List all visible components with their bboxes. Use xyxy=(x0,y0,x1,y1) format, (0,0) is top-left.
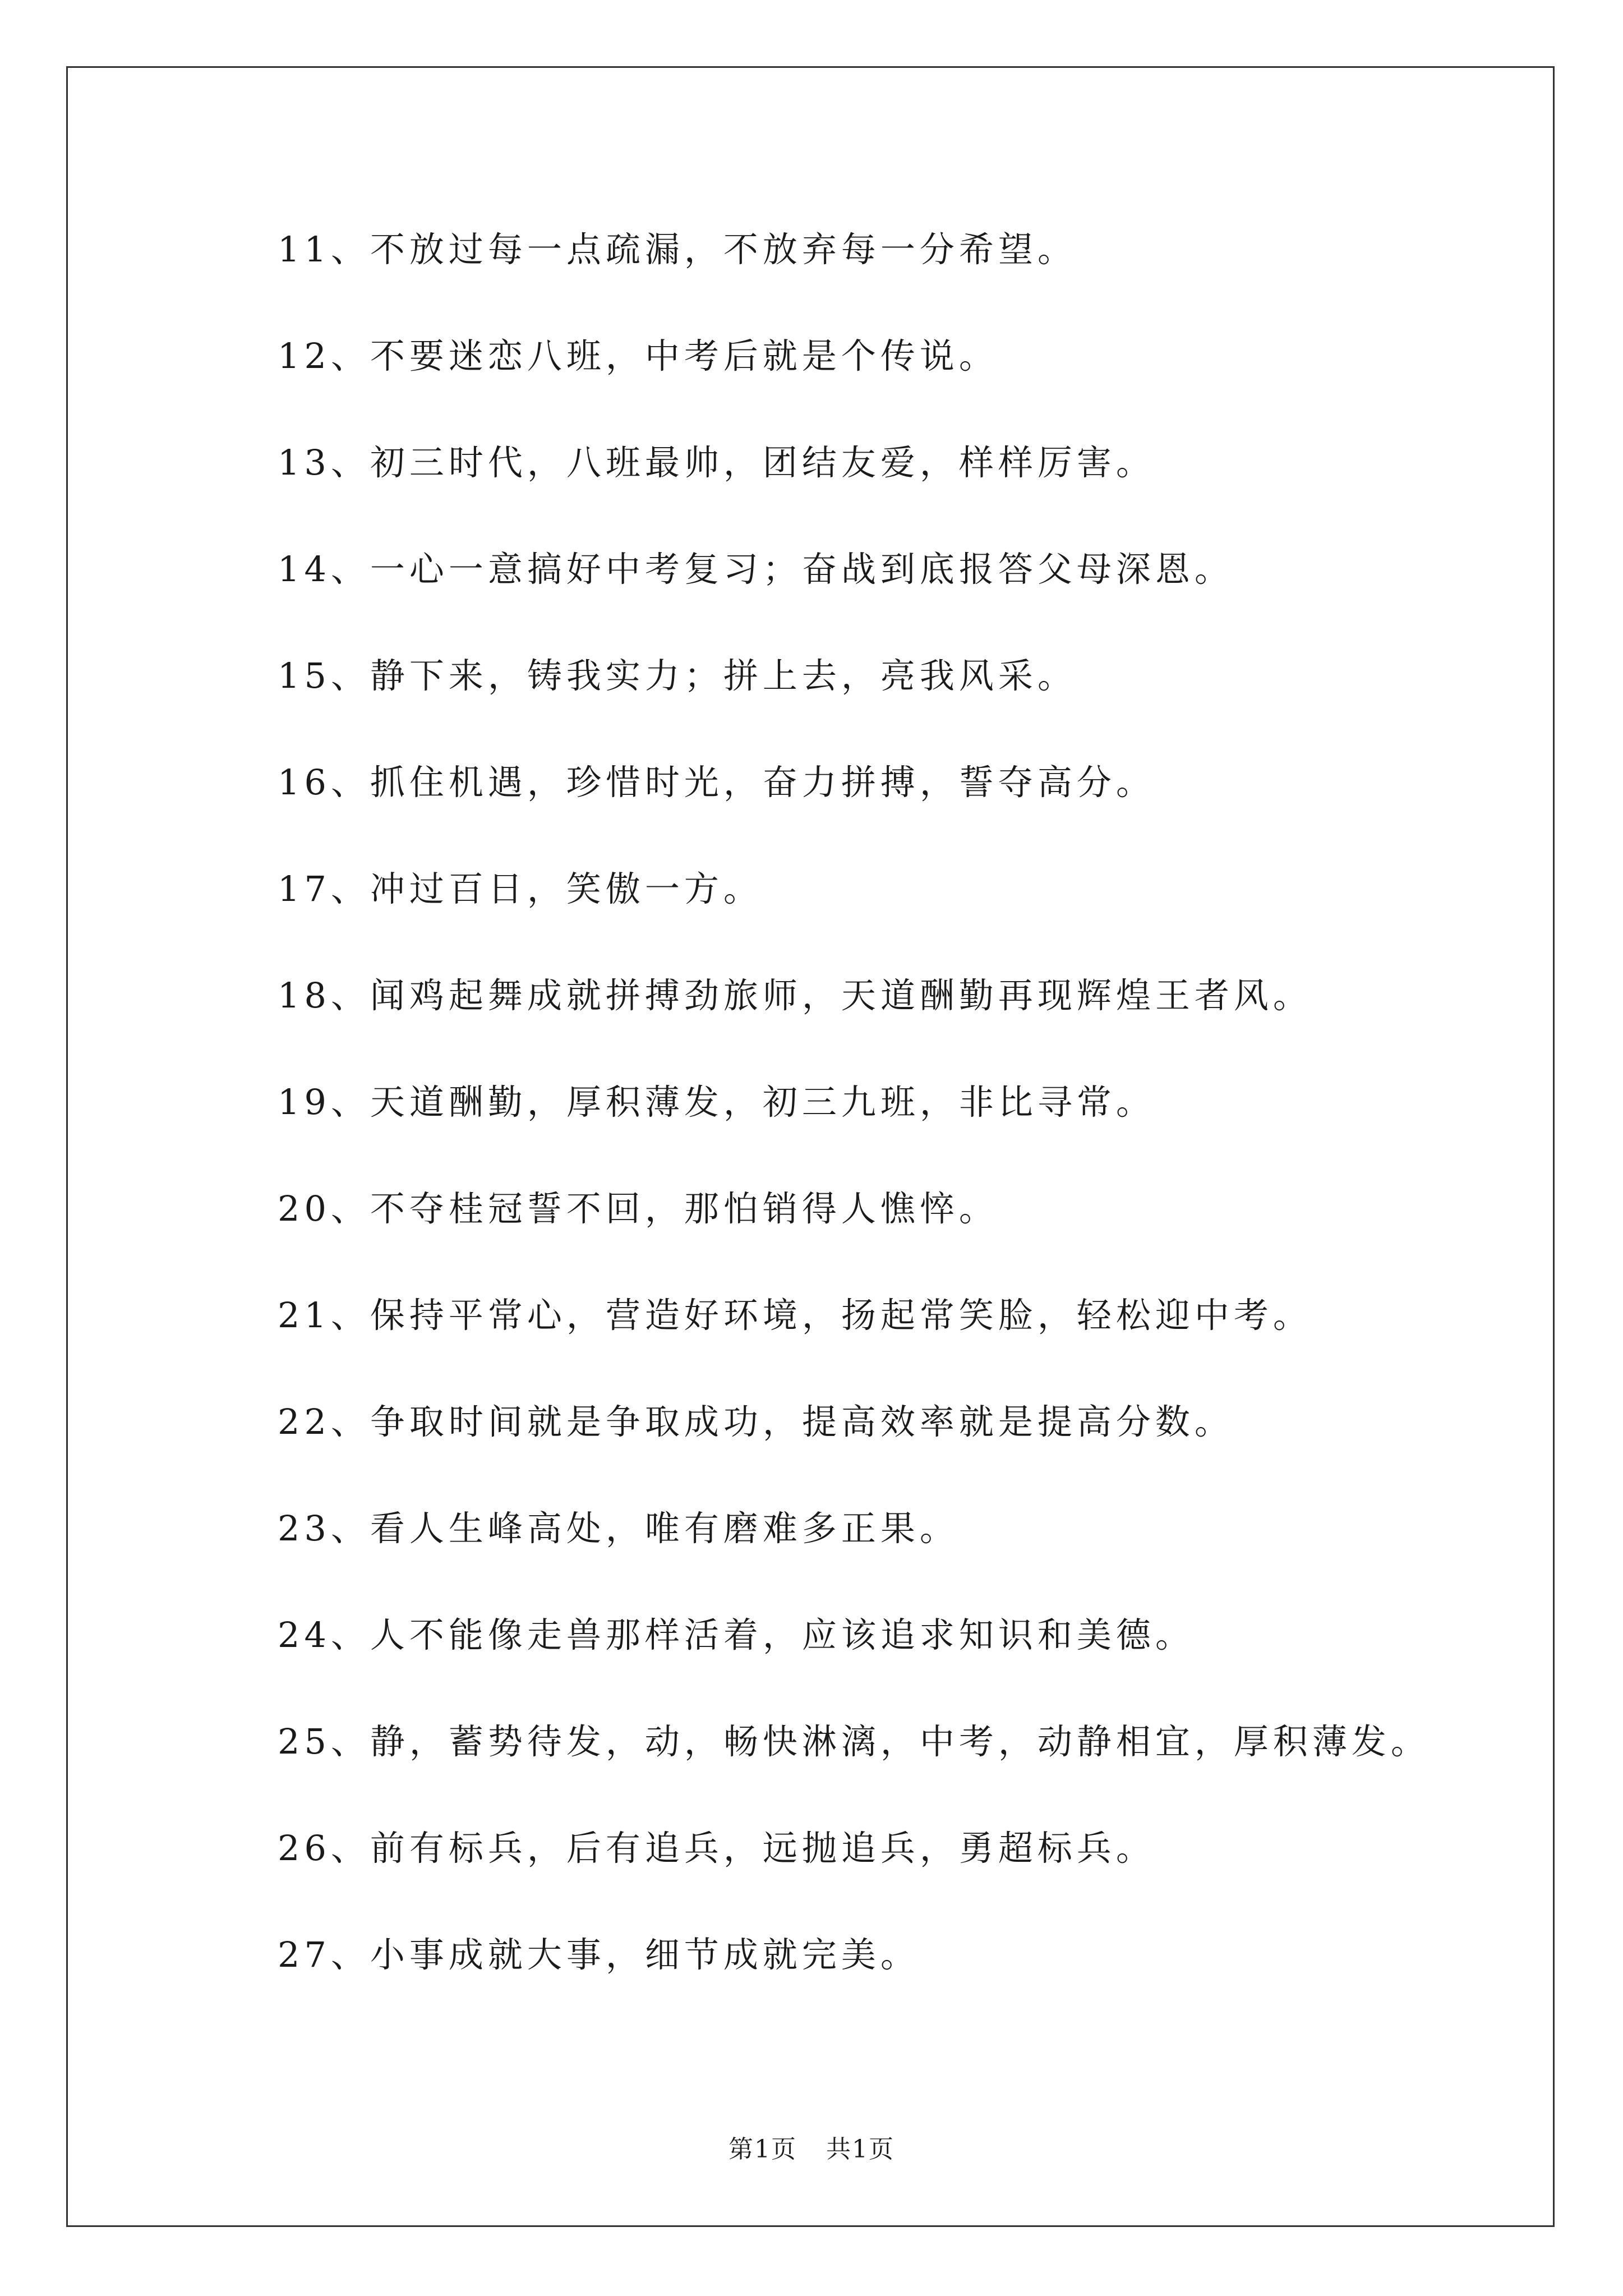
list-item: 20、不夺桂冠誓不回，那怕销得人憔悴。 xyxy=(278,1188,998,1229)
list-item: 12、不要迷恋八班，中考后就是个传说。 xyxy=(278,335,998,376)
list-item: 11、不放过每一点疏漏，不放弃每一分希望。 xyxy=(278,229,1077,270)
list-item: 25、静，蓄势待发，动，畅快淋漓，中考，动静相宜，厚积薄发。 xyxy=(278,1721,1430,1762)
list-item: 21、保持平常心，营造好环境，扬起常笑脸，轻松迎中考。 xyxy=(278,1295,1312,1336)
list-item: 14、一心一意搞好中考复习；奋战到底报答父母深恩。 xyxy=(278,549,1234,590)
list-item: 18、闻鸡起舞成就拼搏劲旅师，天道酬勤再现辉煌王者风。 xyxy=(278,975,1312,1016)
list-item: 15、静下来，铸我实力；拼上去，亮我风采。 xyxy=(278,655,1077,696)
list-item: 13、初三时代，八班最帅，团结友爱，样样厉害。 xyxy=(278,442,1155,483)
page-total: 共1页 xyxy=(826,2135,895,2164)
list-item: 27、小事成就大事，细节成就完美。 xyxy=(278,1934,920,1975)
list-item: 26、前有标兵，后有追兵，远抛追兵，勇超标兵。 xyxy=(278,1828,1155,1869)
list-item: 23、看人生峰高处，唯有磨难多正果。 xyxy=(278,1508,959,1549)
list-item: 24、人不能像走兽那样活着，应该追求知识和美德。 xyxy=(278,1614,1195,1655)
page-footer xyxy=(0,2129,1623,2165)
list-item: 22、争取时间就是争取成功，提高效率就是提高分数。 xyxy=(278,1401,1234,1442)
list-item: 17、冲过百日，笑傲一方。 xyxy=(278,868,763,909)
slogan-list xyxy=(278,227,1539,2039)
list-item: 19、天道酬勤，厚积薄发，初三九班，非比寻常。 xyxy=(278,1082,1155,1122)
page-number: 第1页 xyxy=(728,2135,797,2164)
list-item: 16、抓住机遇，珍惜时光，奋力拼搏，誓夺高分。 xyxy=(278,762,1155,803)
